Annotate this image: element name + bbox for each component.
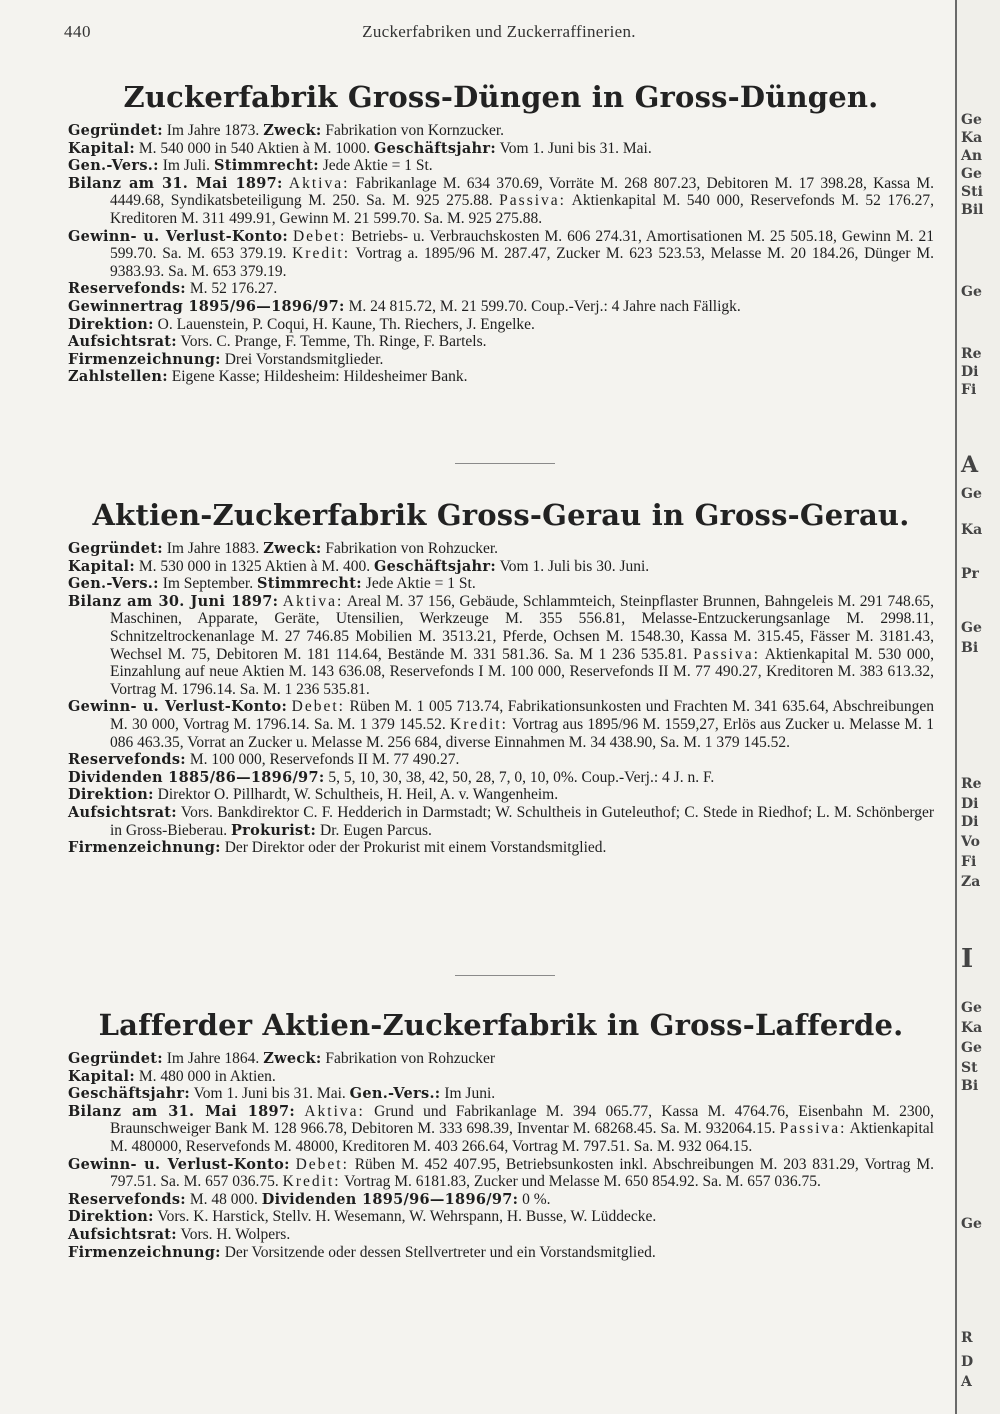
entry-field	[68, 575, 934, 593]
adjacent-page-fragment: Di	[961, 796, 979, 812]
field-value: Im September.	[158, 575, 257, 593]
field-value: Jede Aktie = 1 St.	[318, 157, 433, 175]
field-sublabel: Aktiva:	[282, 592, 344, 610]
adjacent-page-fragment: Ge	[961, 112, 982, 128]
field-value: Grund und Fabrikanlage M. 394 065.77, Kassa M. 4764.76, Eisenbahn M. 2300, Braunschweiger Bank M. 128 966.78, Debitoren M. 333 698.39, Inventar M. 68268.45. Sa. M. 932064.15.	[110, 1102, 935, 1138]
field-label: Aufsichtsrat:	[68, 803, 177, 821]
field-value: Im Jahre 1864.	[162, 1050, 264, 1067]
entry-field	[68, 698, 934, 751]
field-sublabel: Passiva:	[499, 192, 566, 210]
field-sublabel: Debet:	[292, 227, 347, 245]
section-divider	[455, 975, 555, 976]
field-label: Gewinnertrag 1895/96—1896/97:	[68, 297, 345, 315]
field-value: Vors. H. Wolpers.	[176, 1225, 291, 1243]
field-label: Bilanz am 31. Mai 1897:	[68, 1102, 295, 1120]
field-label: Kapital:	[68, 557, 135, 575]
field-value: Dr. Eugen Parcus.	[316, 821, 432, 839]
adjacent-page-fragment: A	[961, 452, 979, 478]
adjacent-page-fragment: Vo	[961, 834, 980, 850]
entry-field	[68, 1244, 934, 1262]
adjacent-page-fragment: Di	[961, 814, 979, 830]
field-value: Im Jahre 1883.	[162, 540, 264, 557]
field-value: Aktienkapital M. 540 000, Reservefonds M. 52 176.27, Kreditoren M. 311 499.91, Gewinn M. 21 599.70. Sa. M. 925 275.88.	[110, 192, 934, 227]
field-label: Reservefonds:	[68, 1190, 186, 1208]
field-value: Im Jahre 1873.	[162, 122, 264, 139]
field-value: Der Vorsitzende oder dessen Stellvertreter und ein Vorstandsmitglied.	[220, 1243, 656, 1261]
field-label: Dividenden 1895/96—1896/97:	[261, 1190, 519, 1208]
adjacent-page-fragment: St	[961, 1060, 978, 1076]
adjacent-page-fragment: Ge	[961, 486, 982, 502]
field-label: Geschäftsjahr:	[68, 1085, 191, 1103]
field-value: Fabrikanlage M. 634 370.69, Vorräte M. 268 807.23, Debitoren M. 17 398.28, Kassa M. 4449.68, Syndikatsbeteiligung M. 250. Sa. M. 925 275.88.	[110, 174, 935, 210]
entry-field	[68, 1068, 934, 1086]
field-value: Vortrag M. 6181.83, Zucker und Melasse M. 650 854.92. Sa. M. 657 036.75.	[340, 1173, 821, 1191]
adjacent-page-fragment: Re	[961, 346, 982, 362]
company-entry-gross-gerau	[68, 498, 934, 857]
entry-title: Lafferder Aktien-Zuckerfabrik in Gross-Lafferde.	[98, 1008, 904, 1042]
field-value: Fabrikation von Kornzucker.	[321, 122, 505, 139]
field-value: Betriebs- u. Verbrauchskosten M. 606 274.31, Amortisationen M. 25 505.18, Gewinn M. 21 599.70. Sa. M. 653 379.19.	[110, 227, 935, 263]
field-value: Der Direktor oder der Prokurist mit einem Vorstandsmitglied.	[220, 839, 607, 857]
field-label: Direktion:	[68, 1208, 154, 1226]
entry-field	[68, 769, 934, 787]
entry-field	[68, 333, 934, 351]
field-value: Vom 1. Juli bis 30. Juni.	[495, 557, 650, 575]
field-sublabel: Kredit:	[450, 715, 508, 733]
entry-body	[68, 1050, 934, 1261]
company-entry-gross-duengen	[68, 80, 934, 386]
entry-title: Aktien-Zuckerfabrik Gross-Gerau in Gross-Gerau.	[92, 498, 910, 532]
field-sublabel: Passiva:	[693, 645, 760, 663]
entry-field	[68, 540, 934, 558]
field-label: Geschäftsjahr:	[373, 557, 496, 575]
field-label: Stimmrecht:	[213, 157, 319, 175]
field-label: Stimmrecht:	[256, 575, 362, 593]
adjacent-page-fragment: Fi	[961, 854, 977, 870]
adjacent-page-fragment: Ge	[961, 1040, 982, 1056]
entry-field	[68, 157, 934, 175]
field-label: Firmenzeichnung:	[68, 1243, 221, 1261]
field-label: Gegründet:	[68, 540, 163, 557]
field-label: Firmenzeichnung:	[68, 350, 221, 368]
field-label: Direktion:	[68, 315, 154, 333]
adjacent-page-fragment: Fi	[961, 382, 977, 398]
entry-field	[68, 786, 934, 804]
entry-field	[68, 839, 934, 857]
field-label: Gewinn- u. Verlust-Konto:	[68, 1155, 290, 1173]
field-value: M. 24 815.72, M. 21 599.70. Coup.-Verj.: 4 Jahre nach Fälligk.	[344, 297, 741, 315]
field-value: M. 540 000 in 540 Aktien à M. 1000.	[135, 139, 374, 157]
adjacent-page-fragment: Pr	[961, 566, 979, 582]
field-label: Gewinn- u. Verlust-Konto:	[68, 227, 288, 245]
adjacent-page-fragment: Bi	[961, 1078, 979, 1094]
adjacent-page-fragment: Sti	[961, 184, 983, 200]
field-value: Fabrikation von Rohzucker.	[321, 540, 499, 557]
field-value: Vom 1. Juni bis 31. Mai.	[495, 139, 652, 157]
field-label: Firmenzeichnung:	[68, 839, 221, 857]
entry-field	[68, 140, 934, 158]
entry-field	[68, 316, 934, 334]
field-label: Zahlstellen:	[68, 368, 168, 386]
field-label: Direktion:	[68, 786, 154, 804]
adjacent-page-fragment: Di	[961, 364, 979, 380]
adjacent-page-fragment: Re	[961, 776, 982, 792]
section-divider	[455, 463, 555, 464]
field-label: Zweck:	[263, 1050, 322, 1067]
field-value: Vors. K. Harstick, Stellv. H. Wesemann, W. Wehrspann, H. Busse, W. Lüddecke.	[153, 1208, 657, 1226]
field-label: Prokurist:	[230, 821, 317, 839]
field-value: Areal M. 37 156, Gebäude, Schlammteich, Steinpflaster Brunnen, Bahngeleis M. 291 748.65, Maschinen, Apparate, Geräte, Utensilien, Werkzeuge M. 355 556.81, Melasse-Entzuckerungsanlage M. 2998.11, Schnitzeltrockenanlage M. 27 746.85 Mobilien M. 3513.21, Pferde, Ochsen M. 1548.30, Kassa M. 315.45, Fässer M. 3181.43, Wechsel M. 75, Debitoren M. 181 114.64, Bestände M. 331 581.36. Sa. M 1 236 535.81.	[110, 592, 935, 663]
field-value: Rüben M. 1 005 713.74, Fabrikationsunkosten und Frachten M. 341 635.64, Abschreibungen M. 30 000, Vortrag M. 1796.14. Sa. M. 1 379 145.52.	[110, 698, 934, 733]
field-label: Kapital:	[68, 139, 135, 157]
field-value: Aktienkapital M. 480000, Reservefonds M. 48000, Kreditoren M. 403 266.64, Vortrag M. 797.51. Sa. M. 932 064.15.	[110, 1120, 934, 1155]
adjacent-page-fragment: Za	[961, 874, 981, 890]
field-value: Vors. Bankdirektor C. F. Hedderich in Darmstadt; W. Schultheis in Guteleuthof; C. Stede in Riedhof; L. M. Schönberger in Gross-Bieberau.	[110, 803, 934, 839]
field-label: Dividenden 1885/86—1896/97:	[68, 768, 325, 786]
entry-body	[68, 540, 934, 857]
field-value: Im Juni.	[440, 1085, 496, 1103]
field-value: Jede Aktie = 1 St.	[361, 575, 476, 593]
company-entry-gross-lafferde	[68, 1008, 934, 1261]
entry-field	[68, 1050, 934, 1068]
entry-field	[68, 558, 934, 576]
entry-field	[68, 351, 934, 369]
entry-field	[68, 1226, 934, 1244]
adjacent-page-fragment: D	[961, 1354, 974, 1370]
field-value: Vom 1. Juni bis 31. Mai.	[190, 1085, 350, 1103]
page-number: 440	[64, 22, 91, 41]
field-sublabel: Debet:	[291, 698, 345, 716]
field-sublabel: Debet:	[295, 1155, 349, 1173]
field-label: Gen.-Vers.:	[349, 1085, 441, 1103]
field-sublabel: Passiva:	[779, 1120, 847, 1138]
field-label: Aufsichtsrat:	[68, 1225, 177, 1243]
page-header	[64, 22, 934, 52]
field-label: Kapital:	[68, 1067, 135, 1085]
entry-field	[68, 1156, 934, 1191]
field-sublabel: Kredit:	[292, 245, 351, 263]
entry-field	[68, 175, 934, 228]
field-value: M. 52 176.27.	[185, 280, 278, 298]
field-value: M. 530 000 in 1325 Aktien à M. 400.	[135, 557, 374, 575]
field-value: 0 %.	[518, 1190, 551, 1208]
field-value: M. 48 000.	[185, 1190, 262, 1208]
field-value: Vortrag aus 1895/96 M. 1559,27, Erlös aus Zucker u. Melasse M. 1 086 463.35, Vorrat an Zucker u. Melasse M. 256 684, diverse Einnahmen M. 34 438.90, Sa. M. 1 379 145.52.	[110, 715, 934, 751]
adjacent-page-edge	[955, 0, 1000, 1414]
field-label: Geschäftsjahr:	[373, 139, 496, 157]
field-value: Im Juli.	[158, 157, 214, 175]
field-label: Gegründet:	[68, 122, 163, 139]
running-title: Zuckerfabriken und Zuckerraffinerien.	[362, 22, 636, 41]
field-value	[295, 1103, 304, 1120]
adjacent-page-fragment: R	[961, 1330, 973, 1346]
field-sublabel: Aktiva:	[288, 174, 350, 192]
adjacent-page-fragment: Ge	[961, 1216, 982, 1232]
field-value: Drei Vorstandsmitglieder.	[220, 350, 384, 368]
entry-field	[68, 1208, 934, 1226]
adjacent-page-fragment: A	[961, 1374, 972, 1390]
field-value: M. 480 000 in Aktien.	[135, 1067, 276, 1085]
entry-field	[68, 804, 934, 839]
entry-field	[68, 228, 934, 281]
adjacent-page-fragment: Ge	[961, 1000, 982, 1016]
adjacent-page-fragment: Bi	[961, 640, 979, 656]
adjacent-page-fragment: Ka	[961, 522, 983, 538]
adjacent-page-fragment: Bil	[961, 202, 984, 218]
adjacent-page-fragment: An	[961, 148, 983, 164]
field-label: Gegründet:	[68, 1050, 163, 1067]
adjacent-page-fragment: Ge	[961, 620, 982, 636]
adjacent-page-fragment: Ka	[961, 1020, 983, 1036]
field-value: M. 100 000, Reservefonds II M. 77 490.27.	[185, 751, 460, 769]
field-label: Zweck:	[263, 540, 322, 557]
field-label: Bilanz am 31. Mai 1897:	[68, 174, 283, 192]
adjacent-page-fragment: Ka	[961, 130, 983, 146]
entry-field	[68, 298, 934, 316]
adjacent-page-fragment: Ge	[961, 166, 982, 182]
field-label: Zweck:	[263, 122, 322, 139]
field-label: Reservefonds:	[68, 280, 186, 298]
field-value: Vors. C. Prange, F. Temme, Th. Ringe, F. Bartels.	[176, 333, 487, 351]
entry-field	[68, 751, 934, 769]
field-label: Aufsichtsrat:	[68, 333, 177, 351]
field-label: Reservefonds:	[68, 751, 186, 769]
entry-body	[68, 122, 934, 386]
field-label: Gen.-Vers.:	[68, 157, 159, 175]
field-label: Bilanz am 30. Juni 1897:	[68, 592, 279, 610]
entry-field	[68, 280, 934, 298]
field-sublabel: Aktiva:	[304, 1102, 365, 1120]
field-value: Eigene Kasse; Hildesheim: Hildesheimer Bank.	[167, 368, 468, 386]
entry-field	[68, 1191, 934, 1209]
entry-field	[68, 593, 934, 699]
field-value: Rüben M. 452 407.95, Betriebsunkosten inkl. Abschreibungen M. 203 831.29, Vortrag M. 797.51. Sa. M. 657 036.75.	[110, 1155, 935, 1191]
field-label: Gen.-Vers.:	[68, 575, 159, 593]
entry-field	[68, 368, 934, 386]
field-value: Direktor O. Pillhardt, W. Schultheis, H. Heil, A. v. Wangenheim.	[153, 786, 559, 804]
field-label: Gewinn- u. Verlust-Konto:	[68, 698, 288, 716]
field-value: O. Lauenstein, P. Coqui, H. Kaune, Th. Riechers, J. Engelke.	[153, 315, 535, 333]
entry-field	[68, 1085, 934, 1103]
entry-field	[68, 1103, 934, 1156]
adjacent-page-fragment: Ge	[961, 284, 982, 300]
entry-title: Zuckerfabrik Gross-Düngen in Gross-Düngen.	[123, 80, 879, 114]
field-value: Fabrikation von Rohzucker	[321, 1050, 495, 1067]
field-value: Aktienkapital M. 530 000, Einzahlung auf neue Aktien M. 143 636.08, Reservefonds I M. 100 000, Reservefonds II M. 77 490.27, Kreditoren M. 383 613.32, Vortrag M. 1796.14. Sa. M. 1 236 535.81.	[110, 645, 934, 698]
entry-field	[68, 122, 934, 140]
field-value: Vortrag a. 1895/96 M. 287.47, Zucker M. 623 523.53, Melasse M. 20 184.26, Dünger M. 9383.93. Sa. M. 653 379.19.	[110, 245, 934, 280]
adjacent-page-fragment: I	[961, 944, 974, 974]
field-sublabel: Kredit:	[282, 1173, 341, 1191]
field-value: 5, 5, 10, 30, 38, 42, 50, 28, 7, 0, 10, 0%. Coup.-Verj.: 4 J. n. F.	[324, 768, 715, 786]
